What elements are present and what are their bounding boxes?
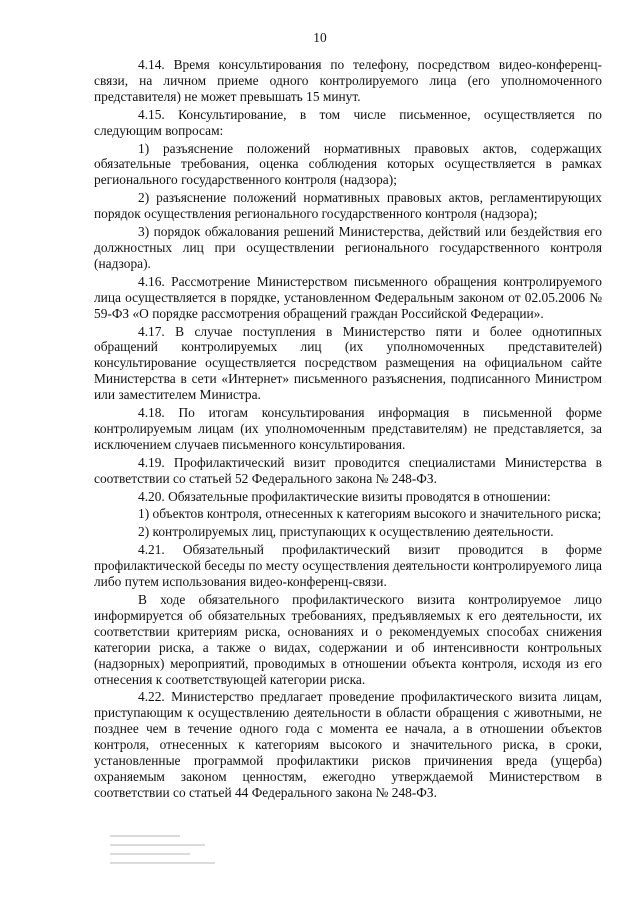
page-number: 10 xyxy=(313,30,327,45)
paragraph-4-21-continued: В ходе обязательного профилактического визита контролируемое лицо информируется об обязательных требованиях, предъявляемых к его деятельности, их соответствии критериям риска, основаниях и о рекомендуемых способах снижения категории риска, а также о видах, содержании и об интенсивности контрольных (надзорных) мероприятий, проводимых в отношении объекта контроля, исходя из его отнесения к соответствующей категории риска. xyxy=(94,592,602,687)
document-body xyxy=(94,57,602,803)
paragraph-4-17: 4.17. В случае поступления в Министерство пяти и более однотипных обращений контролируемых лиц (их уполномоченных представителей) консультирование осуществляется посредством размещения на официальном сайте Министерства в сети «Интернет» письменного разъяснения, подписанного Министром или заместителем Министра. xyxy=(94,323,602,403)
paragraph-4-16: 4.16. Рассмотрение Министерством письменного обращения контролируемого лица осуществляется в порядке, установленном Федеральным законом от 02.05.2006 № 59-ФЗ «О порядке рассмотрения обращений граждан Российской Федерации». xyxy=(94,273,602,321)
list-item-4-15-2: 2) разъяснение положений нормативных правовых актов, регламентирующих порядок осуществления регионального государственного контроля (надзора); xyxy=(94,190,602,222)
paragraph-4-21: 4.21. Обязательный профилактический визит проводится в форме профилактической беседы по месту осуществления деятельности контролируемого лица либо путем использования видео-конференц-связи. xyxy=(94,542,602,590)
paragraph-4-22: 4.22. Министерство предлагает проведение профилактического визита лицам, приступающим к осуществлению деятельности в области обращения с животными, не позднее чем в течение одного года с момента ее начала, а в отношении объектов контроля, отнесенных к категориям высокого и значительного риска, в сроки, установленные программой профилактики рисков причинения вреда (ущерба) охраняемым законом ценностям, ежегодно утверждаемой Министерством в соответствии со статьей 44 Федерального закона № 248-ФЗ. xyxy=(94,689,602,800)
list-item-4-15-3: 3) порядок обжалования решений Министерства, действий или бездействия его должностных лиц при осуществлении регионального государственного контроля (надзора). xyxy=(94,224,602,271)
list-item-4-20-2: 2) контролируемых лиц, приступающих к осуществлению деятельности. xyxy=(138,524,554,540)
faint-stamp-mark xyxy=(110,835,220,881)
list-item-4-15-1: 1) разъяснение положений нормативных правовых актов, содержащих обязательные требования, оценка соблюдения которых осуществляется в рамках регионального государственного контроля (надзора); xyxy=(94,140,602,188)
paragraph-4-20: 4.20. Обязательные профилактические визиты проводятся в отношении: xyxy=(138,488,551,504)
paragraph-4-14: 4.14. Время консультирования по телефону, посредством видео-конференц-связи, на личном приеме одного контролируемого лица (его уполномоченного представителя) не может превышать 15 минут. xyxy=(94,57,602,104)
list-item-4-20-1: 1) объектов контроля, отнесенных к категориям высокого и значительного риска; xyxy=(138,506,602,522)
paragraph-4-19: 4.19. Профилактический визит проводится специалистами Министерства в соответствии со статьей 52 Федерального закона № 248-ФЗ. xyxy=(94,454,602,486)
paragraph-4-15: 4.15. Консультирование, в том числе письменное, осуществляется по следующим вопросам: xyxy=(94,106,602,138)
paragraph-4-18: 4.18. По итогам консультирования информация в письменной форме контролируемым лицам (их уполномоченным представителям) не представляется, за исключением случаев письменного консультирования. xyxy=(94,405,602,452)
